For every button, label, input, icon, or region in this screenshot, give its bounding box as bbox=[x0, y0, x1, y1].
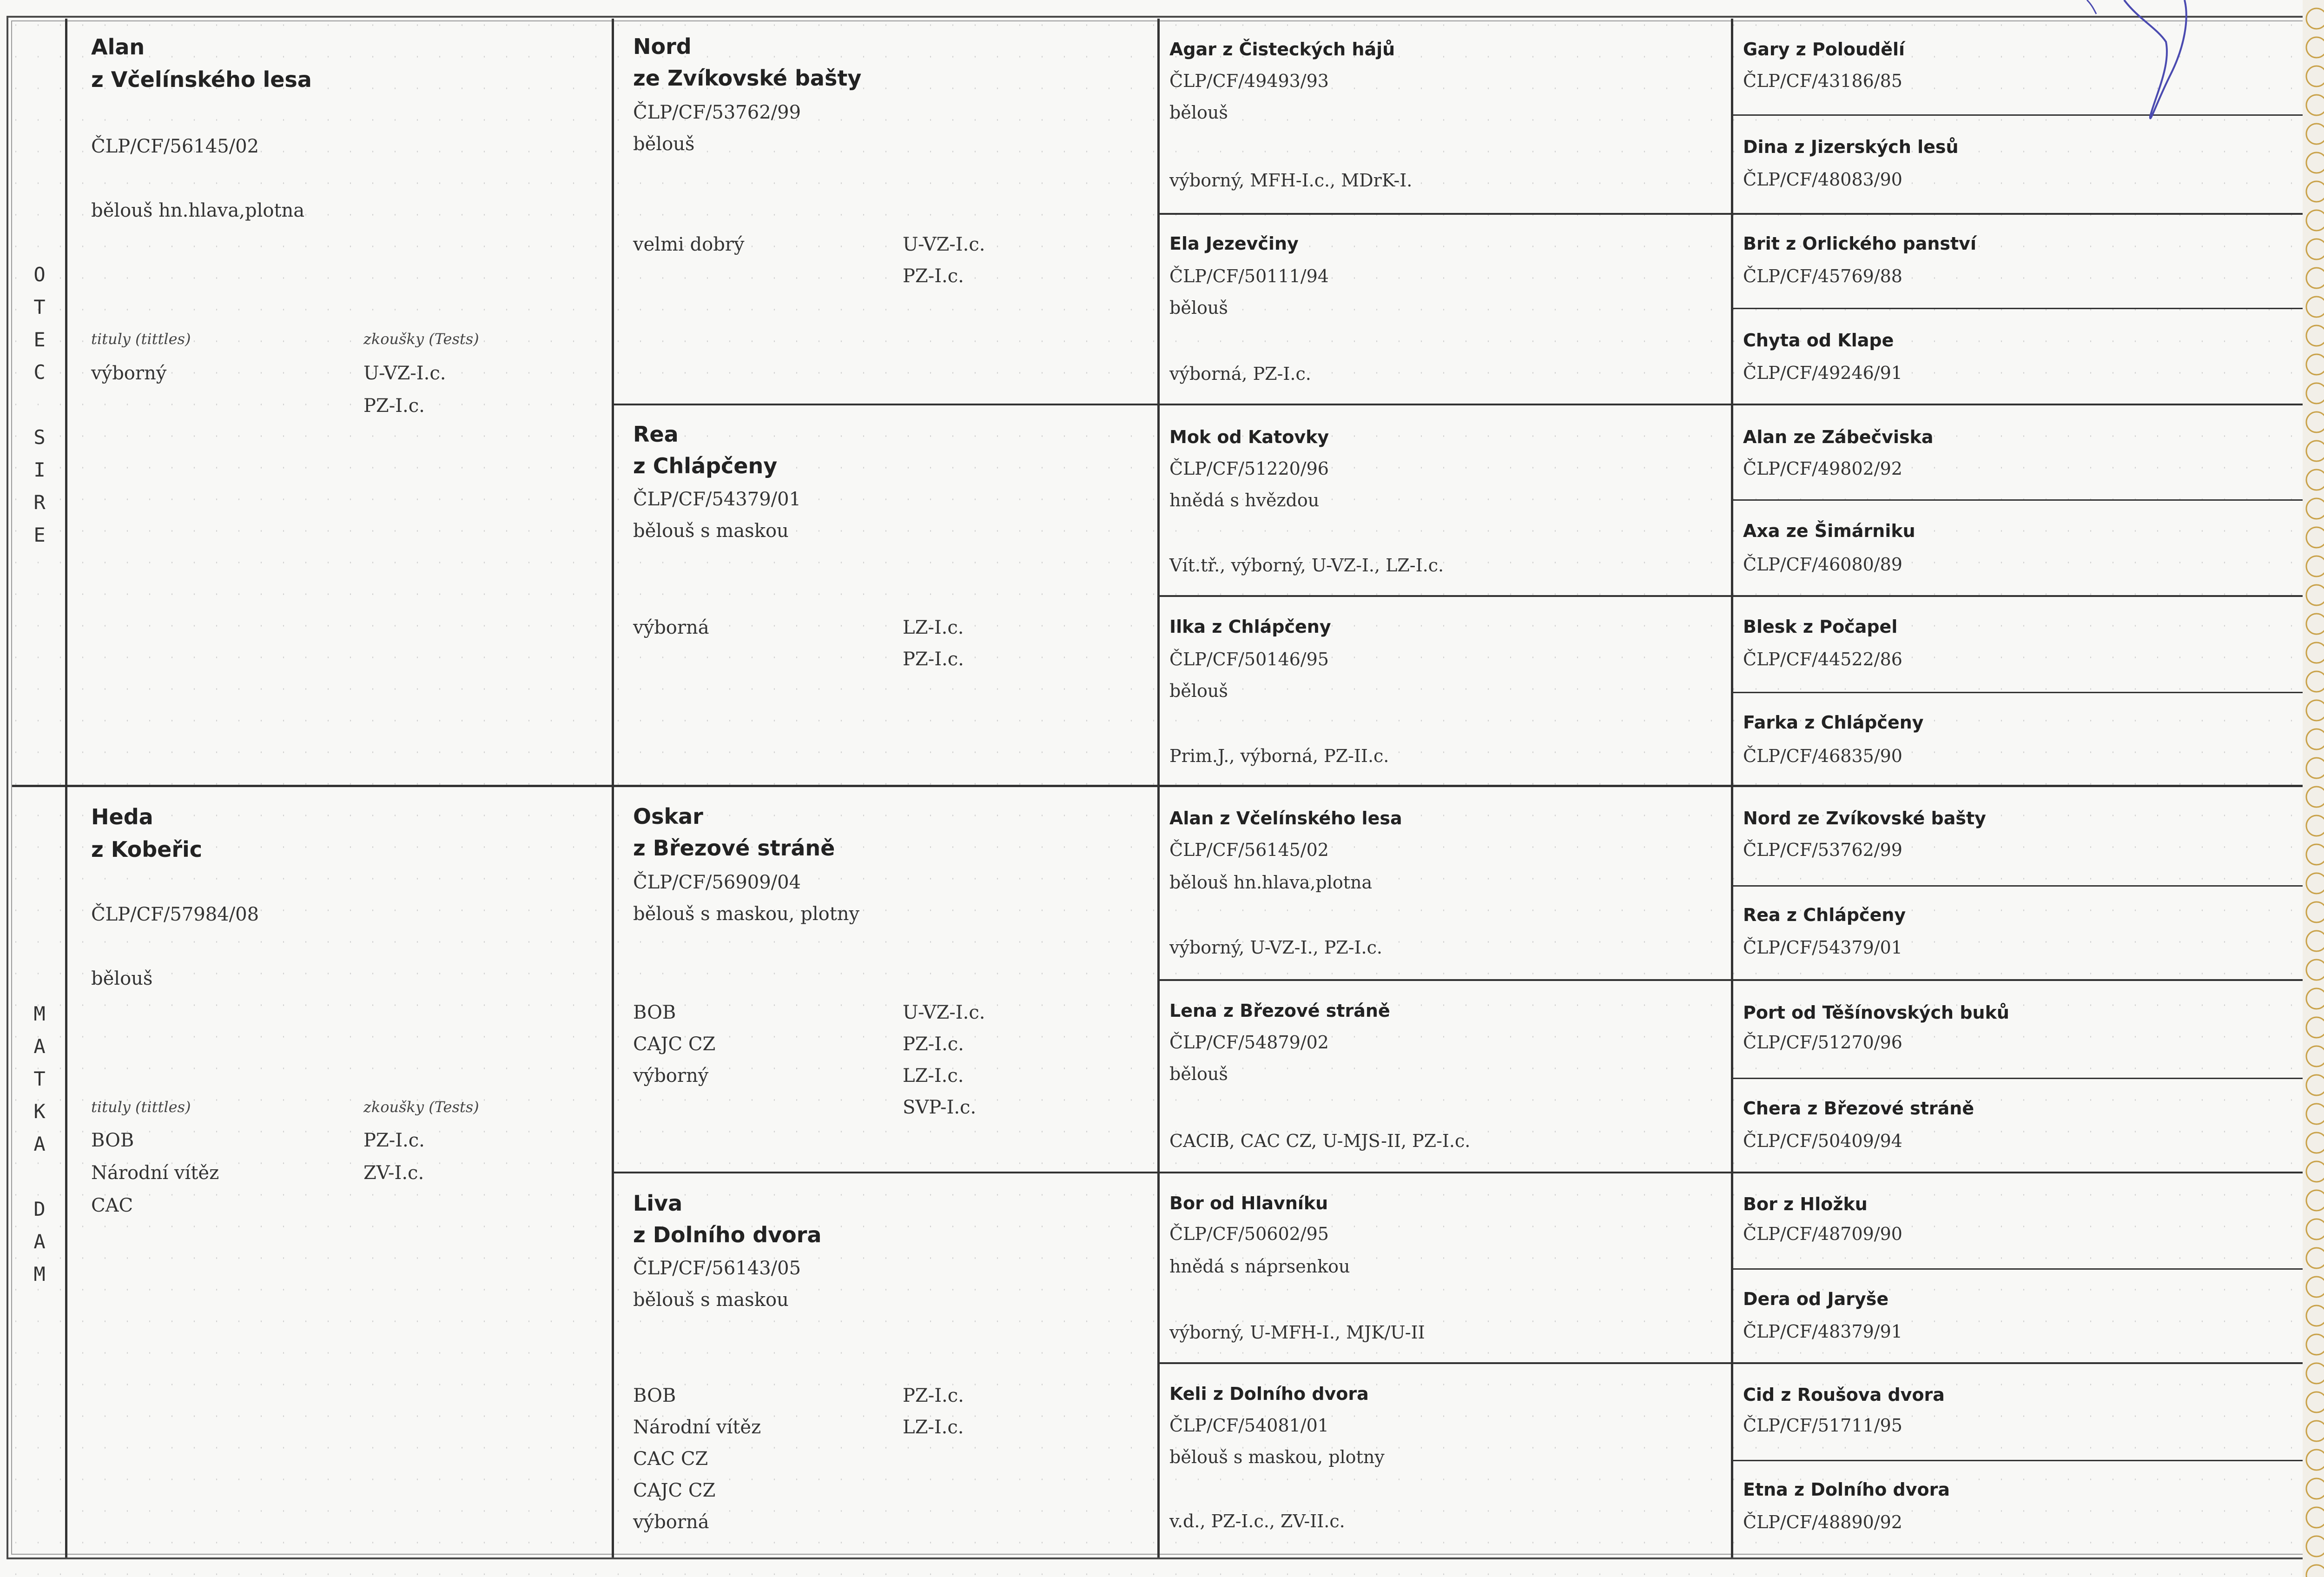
side-letter: O bbox=[33, 263, 46, 286]
gen3-color: bělouš hn.hlava,plotna bbox=[1169, 872, 1373, 893]
test-item: PZ-I.c. bbox=[903, 649, 964, 670]
title-item: výborná bbox=[633, 1511, 709, 1533]
gen4-registration: ČLP/CF/46080/89 bbox=[1743, 554, 1902, 575]
gen2-name-line2: z Březové stráně bbox=[633, 835, 835, 861]
gen4-divider bbox=[1731, 1078, 2310, 1079]
gen2-divider-sire bbox=[612, 404, 2310, 405]
gen2-color: bělouš bbox=[633, 133, 695, 155]
gen4-registration: ČLP/CF/45769/88 bbox=[1743, 266, 1902, 286]
gen4-name: Chyta od Klape bbox=[1743, 330, 1894, 351]
gen3-info: v.d., PZ-I.c., ZV-II.c. bbox=[1169, 1511, 1345, 1531]
gen2-name-line1: Rea bbox=[633, 422, 679, 447]
gen3-name: Mok od Katovky bbox=[1169, 427, 1329, 447]
gen4-registration: ČLP/CF/49246/91 bbox=[1743, 363, 1902, 383]
gen4-registration: ČLP/CF/46835/90 bbox=[1743, 746, 1902, 766]
sire-tests-list bbox=[363, 357, 446, 422]
gen4-registration: ČLP/CF/53762/99 bbox=[1743, 840, 1902, 860]
gen4-registration: ČLP/CF/54379/01 bbox=[1743, 937, 1902, 958]
gen4-name: Farka z Chlápčeny bbox=[1743, 712, 1924, 733]
title-item: výborná bbox=[633, 617, 709, 638]
gen4-registration: ČLP/CF/50409/94 bbox=[1743, 1131, 1902, 1151]
col-divider-1 bbox=[612, 19, 614, 1557]
gen3-registration: ČLP/CF/56145/02 bbox=[1169, 840, 1329, 860]
side-letter: A bbox=[33, 1035, 46, 1058]
gen4-name: Rea z Chlápčeny bbox=[1743, 905, 1906, 925]
gen3-info: CACIB, CAC CZ, U-MJS-II, PZ-I.c. bbox=[1169, 1131, 1471, 1151]
title-item: Národní vítěz bbox=[91, 1162, 219, 1184]
sire-titles-list bbox=[91, 357, 166, 390]
gen3-info: výborný, U-VZ-I., PZ-I.c. bbox=[1169, 937, 1382, 958]
gen3-name: Agar z Čisteckých hájů bbox=[1169, 39, 1395, 60]
gen3-name: Ela Jezevčiny bbox=[1169, 233, 1299, 254]
gen2-color: bělouš s maskou, plotny bbox=[633, 903, 860, 925]
gen4-name: Chera z Březové stráně bbox=[1743, 1098, 1974, 1119]
side-letter: I bbox=[33, 458, 46, 481]
dam-registration: ČLP/CF/57984/08 bbox=[91, 904, 259, 925]
gen3-info: výborná, PZ-I.c. bbox=[1169, 364, 1311, 384]
gen2-name-line1: Oskar bbox=[633, 804, 703, 829]
gen2-registration: ČLP/CF/56143/05 bbox=[633, 1258, 801, 1279]
gen3-registration: ČLP/CF/50146/95 bbox=[1169, 649, 1329, 669]
test-item: PZ-I.c. bbox=[903, 1034, 964, 1055]
side-letter: K bbox=[33, 1100, 46, 1123]
test-item: LZ-I.c. bbox=[903, 617, 964, 638]
gen4-name: Bor z Hložku bbox=[1743, 1194, 1868, 1214]
gen2-titles bbox=[633, 229, 745, 260]
side-letter: E bbox=[33, 328, 46, 351]
side-letter: E bbox=[33, 523, 46, 546]
test-item: PZ-I.c. bbox=[363, 1130, 425, 1151]
gen3-color: bělouš bbox=[1169, 102, 1228, 123]
title-item: CAJC CZ bbox=[633, 1480, 716, 1501]
gen2-name-line2: z Dolního dvora bbox=[633, 1222, 822, 1247]
gen3-registration: ČLP/CF/49493/93 bbox=[1169, 71, 1329, 91]
sire-side-label bbox=[28, 258, 51, 551]
side-letter: S bbox=[33, 426, 46, 449]
gen4-name: Dina z Jizerských lesů bbox=[1743, 137, 1959, 157]
edge-stamp-strip bbox=[2298, 0, 2324, 1577]
title-item: velmi dobrý bbox=[633, 234, 745, 255]
gen3-divider-1 bbox=[1157, 213, 2310, 215]
test-item: LZ-I.c. bbox=[903, 1065, 964, 1087]
gen2-name-line1: Nord bbox=[633, 34, 692, 59]
gen4-divider bbox=[1731, 1268, 2310, 1270]
gen2-tests bbox=[903, 997, 985, 1123]
gen4-registration: ČLP/CF/51270/96 bbox=[1743, 1032, 1902, 1053]
test-item: PZ-I.c. bbox=[363, 395, 425, 417]
sire-registration: ČLP/CF/56145/02 bbox=[91, 136, 259, 157]
gen2-registration: ČLP/CF/53762/99 bbox=[633, 102, 801, 123]
gen4-name: Blesk z Počapel bbox=[1743, 616, 1898, 637]
gen4-divider bbox=[1731, 308, 2310, 309]
gen2-name-line2: z Chlápčeny bbox=[633, 453, 778, 478]
gen3-registration: ČLP/CF/51220/96 bbox=[1169, 458, 1329, 479]
gen4-name: Etna z Dolního dvora bbox=[1743, 1479, 1950, 1500]
gen4-divider bbox=[1731, 885, 2310, 887]
gen3-color: bělouš s maskou, plotny bbox=[1169, 1447, 1385, 1467]
gen2-color: bělouš s maskou bbox=[633, 1289, 789, 1311]
side-letter: T bbox=[33, 1067, 46, 1090]
gen4-name: Dera od Jaryše bbox=[1743, 1289, 1889, 1309]
side-letter: A bbox=[33, 1133, 46, 1155]
gen3-divider-3 bbox=[1157, 979, 2310, 981]
title-item: BOB bbox=[633, 1002, 676, 1023]
gen4-name: Alan ze Zábečviska bbox=[1743, 427, 1934, 447]
gen2-color: bělouš s maskou bbox=[633, 520, 789, 542]
test-item: PZ-I.c. bbox=[903, 265, 964, 287]
dam-titles-list bbox=[91, 1124, 219, 1222]
gen2-titles bbox=[633, 612, 709, 643]
dam-name-line1: Heda bbox=[91, 804, 153, 829]
sire-name-line2: z Včelínského lesa bbox=[91, 67, 312, 92]
gen4-registration: ČLP/CF/49802/92 bbox=[1743, 458, 1902, 479]
gen3-color: bělouš bbox=[1169, 1064, 1228, 1084]
gen3-name: Ilka z Chlápčeny bbox=[1169, 616, 1331, 637]
sire-color: bělouš hn.hlava,plotna bbox=[91, 200, 305, 221]
gen2-name-line2: ze Zvíkovské bašty bbox=[633, 66, 862, 91]
signature-scribble bbox=[2017, 0, 2231, 139]
gen4-name: Cid z Roušova dvora bbox=[1743, 1385, 1945, 1405]
sire-name-line1: Alan bbox=[91, 34, 145, 60]
title-item: CAC bbox=[91, 1195, 133, 1216]
gen3-registration: ČLP/CF/50111/94 bbox=[1169, 266, 1329, 286]
gen4-name: Brit z Orlického panství bbox=[1743, 233, 1976, 254]
gen3-color: hnědá s hvězdou bbox=[1169, 490, 1320, 510]
gen3-info: výborný, MFH-I.c., MDrK-I. bbox=[1169, 170, 1413, 191]
test-item: U-VZ-I.c. bbox=[363, 363, 446, 384]
test-item: LZ-I.c. bbox=[903, 1417, 964, 1438]
test-item: ZV-I.c. bbox=[363, 1162, 424, 1184]
gen4-divider bbox=[1731, 499, 2310, 501]
side-letter: C bbox=[33, 361, 46, 384]
sire-dam-divider bbox=[12, 785, 2310, 787]
gen4-registration: ČLP/CF/48709/90 bbox=[1743, 1224, 1902, 1244]
gen4-registration: ČLP/CF/48379/91 bbox=[1743, 1321, 1902, 1342]
gen3-info: Vít.tř., výborný, U-VZ-I., LZ-I.c. bbox=[1169, 555, 1444, 576]
gen4-name: Axa ze Šimárniku bbox=[1743, 521, 1915, 541]
gen2-titles bbox=[633, 997, 715, 1092]
gen4-registration: ČLP/CF/43186/85 bbox=[1743, 71, 1902, 91]
gen3-registration: ČLP/CF/54879/02 bbox=[1169, 1032, 1329, 1053]
gen3-registration: ČLP/CF/50602/95 bbox=[1169, 1224, 1329, 1244]
dam-tests-header: zkoušky (Tests) bbox=[363, 1098, 479, 1116]
gen3-info: Prim.J., výborná, PZ-II.c. bbox=[1169, 746, 1389, 766]
gen4-registration: ČLP/CF/48083/90 bbox=[1743, 169, 1902, 190]
title-item: výborný bbox=[91, 363, 167, 384]
dam-tests-list bbox=[363, 1124, 425, 1189]
side-letter: M bbox=[33, 1263, 46, 1285]
side-letter bbox=[28, 389, 51, 421]
side-letter: A bbox=[33, 1230, 46, 1253]
gen4-name: Port od Těšínovských buků bbox=[1743, 1002, 2009, 1023]
gen4-divider bbox=[1731, 1460, 2310, 1461]
gen2-tests bbox=[903, 612, 964, 675]
gen3-divider-2 bbox=[1157, 595, 2310, 597]
gen3-name: Lena z Březové stráně bbox=[1169, 1001, 1390, 1021]
gen3-registration: ČLP/CF/54081/01 bbox=[1169, 1415, 1329, 1436]
gen3-color: hnědá s náprsenkou bbox=[1169, 1256, 1350, 1277]
sire-titles-header: tituly (tittles) bbox=[91, 330, 191, 348]
test-item: U-VZ-I.c. bbox=[903, 1002, 985, 1023]
dam-name-line2: z Kobeřic bbox=[91, 837, 203, 862]
gen3-name: Alan z Včelínského lesa bbox=[1169, 808, 1402, 828]
side-letter bbox=[28, 1160, 51, 1193]
col-divider-2 bbox=[1157, 19, 1160, 1557]
title-item: CAC CZ bbox=[633, 1448, 708, 1470]
gen2-name-line1: Liva bbox=[633, 1191, 683, 1216]
side-letter: T bbox=[33, 296, 46, 318]
gen2-registration: ČLP/CF/56909/04 bbox=[633, 872, 801, 893]
dam-side-label bbox=[28, 998, 51, 1291]
title-item: výborný bbox=[633, 1065, 709, 1087]
test-item: U-VZ-I.c. bbox=[903, 234, 985, 255]
col-divider-3 bbox=[1731, 19, 1733, 1557]
gen2-divider-dam bbox=[612, 1172, 2310, 1173]
gen4-registration: ČLP/CF/51711/95 bbox=[1743, 1415, 1902, 1436]
title-item: CAJC CZ bbox=[633, 1034, 716, 1055]
gen4-name: Nord ze Zvíkovské bašty bbox=[1743, 808, 1986, 828]
test-item: SVP-I.c. bbox=[903, 1097, 977, 1118]
title-item: BOB bbox=[633, 1385, 676, 1406]
gen4-registration: ČLP/CF/44522/86 bbox=[1743, 649, 1902, 669]
gen4-divider bbox=[1731, 692, 2310, 693]
gen2-tests bbox=[903, 229, 985, 292]
side-letter: D bbox=[33, 1198, 46, 1220]
side-letter: M bbox=[33, 1002, 46, 1025]
dam-titles-header: tituly (tittles) bbox=[91, 1098, 191, 1116]
test-item: PZ-I.c. bbox=[903, 1385, 964, 1406]
gen3-color: bělouš bbox=[1169, 298, 1228, 318]
gen3-name: Bor od Hlavníku bbox=[1169, 1193, 1328, 1213]
side-column-divider bbox=[65, 19, 67, 1557]
gen4-registration: ČLP/CF/48890/92 bbox=[1743, 1512, 1902, 1532]
gen4-name: Gary z Poloudělí bbox=[1743, 39, 1905, 60]
gen3-info: výborný, U-MFH-I., MJK/U-II bbox=[1169, 1322, 1425, 1343]
title-item: Národní vítěz bbox=[633, 1417, 761, 1438]
gen3-divider-4 bbox=[1157, 1362, 2310, 1364]
title-item: BOB bbox=[91, 1130, 134, 1151]
side-letter: R bbox=[33, 491, 46, 514]
gen2-titles bbox=[633, 1380, 761, 1538]
gen2-registration: ČLP/CF/54379/01 bbox=[633, 489, 801, 510]
sire-tests-header: zkoušky (Tests) bbox=[363, 330, 479, 348]
dam-color: bělouš bbox=[91, 968, 153, 989]
gen3-name: Keli z Dolního dvora bbox=[1169, 1384, 1369, 1404]
gen2-tests bbox=[903, 1380, 964, 1443]
gen3-color: bělouš bbox=[1169, 681, 1228, 701]
